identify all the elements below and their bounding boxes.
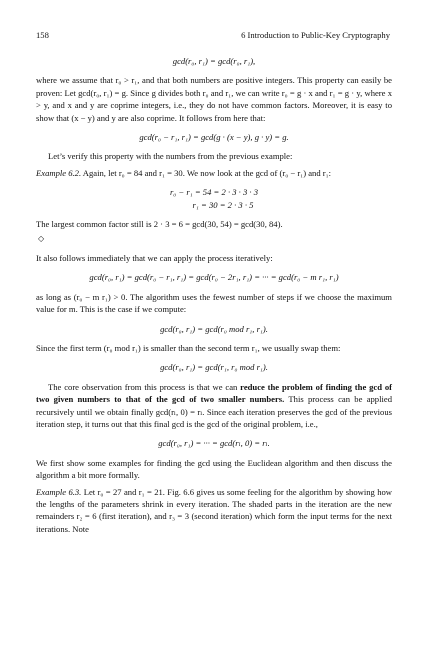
core-observation-tail: This process can be applied recursively until we obtain finally gcd(rₗ, 0) = rₗ. Since each iteration preserves the gcd of the previous iteration step, it turns out that this final gcd is the gcd of the original problem, i.e., [36,394,392,429]
example-6-2-text: Again, let r₀ = 84 and r₁ = 30. We now look at the gcd of (r₀ − r₁) and r₁: [81,167,332,178]
paragraph-iterative: It also follows immediately that we can apply the process iteratively: [36,252,273,263]
example-6-3-label: Example 6.3. [36,486,82,497]
equation-gcd-identity: gcd(r₀, r₁) = gcd(r₀, r₁), [172,56,256,66]
core-observation-bold: reduce the problem of finding the gcd of two given numbers to that of the gcd of two smaller numbers. [36,381,392,405]
equation-factorization [36,186,392,211]
core-observation-lead: The core observation from this process is that we can [48,381,241,392]
equation-factorization-line-2: r₁ = 30 = 2 · 3 · 5 [192,199,254,210]
equation-iteration: gcd(r₀, r₁) = gcd(r₀ − r₁, r₁) = gcd(r₀ − 2r₁, r₁) = ··· = gcd(r₀ − m r₁, r₁) [89,272,339,283]
example-6-2-label: Example 6.2. [36,167,82,178]
chapter-title: 6 Introduction to Public-Key Cryptography [241,30,390,40]
paragraph-core-observation [36,381,392,431]
equation-mod: gcd(r₀, r₁) = gcd(r₀ mod r₁, r₁). [160,323,268,334]
paragraph-proof: where we assume that r₀ > r₁, and that both numbers are positive integers. This property can easily be proven: Let gcd(r₀, r₁) = g. Since g divides both r₀ and r₁, we can write r₀ = g · x and r₁ = g · y, where x > y, and x and y are coprime integers, i.e., they do not have common factors. Moreover, it is easy to show that (x − y) and y are also coprime. It follows from here that: [36,75,392,123]
paragraph-verify: Let’s verify this property with the numbers from the previous example: [48,151,293,162]
equation-swap: gcd(r₀, r₁) = gcd(r₁, r₀ mod r₁). [160,362,268,373]
equation-final-gcd: gcd(r₀, r₁) = ··· = gcd(rₗ, 0) = rₗ. [158,438,270,449]
paragraph-common-factor: The largest common factor still is 2 · 3 = 6 = gcd(30, 54) = gcd(30, 84). [36,219,283,230]
example-6-3 [36,486,392,536]
page-body [36,48,392,539]
paragraph-examples: We first show some examples for finding the gcd using the Euclidean algorithm and then discuss the algorithm a bit more formally. [36,457,392,481]
equation-gcd-difference: gcd(r₀ − r₁, r₁) = gcd(g · (x − y), g · y) = g. [139,132,289,143]
equation-factorization-line-1: r₀ − r₁ = 54 = 2 · 3 · 3 · 3 [169,187,259,198]
example-6-2 [36,167,392,179]
paragraph-swap: Since the first term (r₀ mod r₁) is smaller than the second term r₁, we usually swap them: [36,342,341,353]
end-of-example-mark: ◇ [38,234,45,244]
page-number: 158 [36,30,49,40]
example-6-3-text: Let r₀ = 27 and r₁ = 21. Fig. 6.6 gives us some feeling for the algorithm by showing how the lengths of the parameters shrink in every iteration. The shaded parts in the iteration are the new remainders r₂ = 6 (first iteration), and r₃ = 3 (second iteration) which form the input terms for the next iterations. Note [36,486,392,534]
paragraph-fewest-steps: as long as (r₀ − m r₁) > 0. The algorithm uses the fewest number of steps if we choose the maximum value for m. This is the case if we compute: [36,291,392,315]
